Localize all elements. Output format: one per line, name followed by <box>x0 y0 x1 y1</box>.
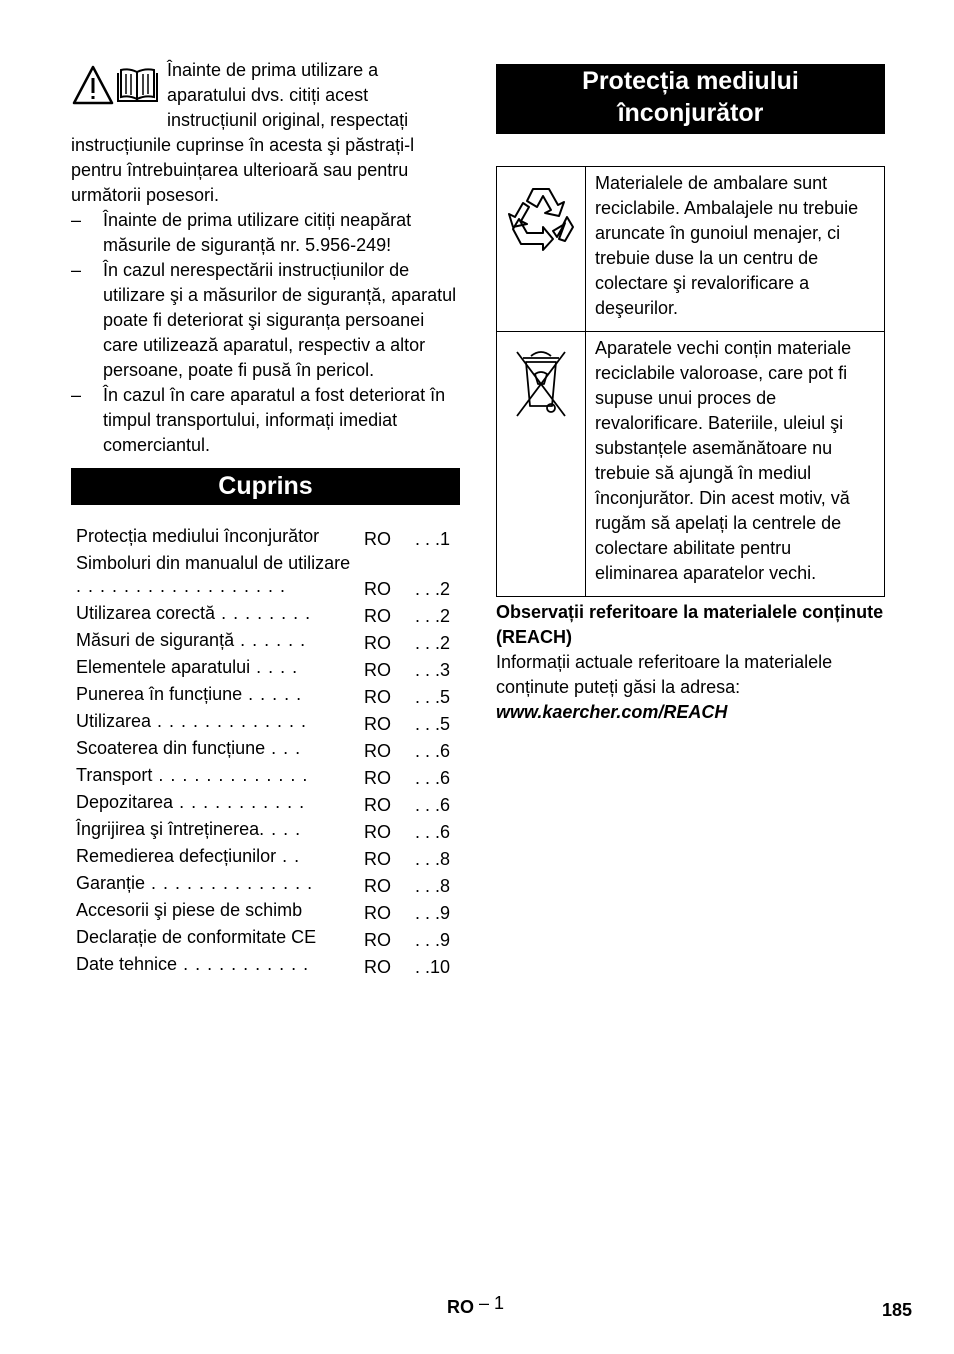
environment-row <box>497 332 885 597</box>
toc-title: Garanție <box>76 873 146 893</box>
toc-dots: . . . <box>265 738 302 758</box>
bullet-item <box>71 258 460 383</box>
toc-page: . . .8 <box>414 876 450 896</box>
intro-paragraph <box>71 58 460 208</box>
reach-heading: Observații referitoare la materialele conținute (REACH) <box>496 602 884 647</box>
toc-title: Protecția mediului înconjurător <box>76 526 320 546</box>
footer-dash: – <box>479 1293 490 1313</box>
toc-dots: . . . . . . . . . . . <box>173 792 306 812</box>
environment-heading-line2: înconjurător <box>617 99 764 127</box>
bullet-dash: – <box>71 385 82 405</box>
environment-text: Aparatele vechi conțin materiale reciclabile valoroase, care pot fi supuse unui proces de revalorificare. Bateriile, uleiul şi substanțele asemănătoare nu trebuie să ajungă în mediul înconjurător. Din acest motiv, vă rugăm să apelați la centrele de colectare abilitate pentru eliminarea aparatelor vechi. <box>586 332 885 597</box>
footer-lang: RO <box>447 1297 474 1317</box>
recycle-icon <box>503 179 579 255</box>
environment-heading-line1: Protecția mediului <box>582 67 799 95</box>
toc-lang: RO <box>364 714 391 734</box>
toc-dots: . . . . . <box>242 684 303 704</box>
toc-row[interactable] <box>71 816 460 843</box>
toc-page: . . .2 <box>414 579 450 599</box>
footer-section-label <box>447 1293 505 1318</box>
environment-table <box>496 166 885 597</box>
toc-page: . . .6 <box>414 822 450 842</box>
toc-page: . . .2 <box>414 633 450 653</box>
toc-title: Transport <box>76 765 153 785</box>
reach-url[interactable]: www.kaercher.com/REACH <box>496 702 728 722</box>
toc-page: . .10 <box>414 957 450 977</box>
page-number: 185 <box>881 1300 912 1320</box>
toc-row[interactable] <box>71 870 460 897</box>
toc-row[interactable] <box>71 735 460 762</box>
toc-page: . . .1 <box>414 529 450 549</box>
environment-text: Materialele de ambalare sunt reciclabile. Ambalajele nu trebuie aruncate în gunoiul menajer, ci trebuie duse la un centru de colectare şi revalorificare a deşeurilor. <box>586 167 885 332</box>
toc-lang: RO <box>364 529 391 549</box>
toc-lang: RO <box>364 660 391 680</box>
bullet-text: În cazul nerespectării instrucțiunilor de utilizare şi a măsurilor de siguranță, aparatul poate fi deteriorat şi siguranța persoanei care utilizează aparatul, respectiv a altor persoane, poate fi pusă în pericol. <box>103 260 457 380</box>
toc-dots: . . . . . . <box>234 630 307 650</box>
toc-lang: RO <box>364 687 391 707</box>
warning-triangle-icon <box>74 67 112 103</box>
toc-page: . . .9 <box>414 930 450 950</box>
toc-lang: RO <box>364 876 391 896</box>
table-of-contents <box>71 523 460 978</box>
toc-lang: RO <box>364 579 391 599</box>
toc-row[interactable] <box>71 789 460 816</box>
toc-lang: RO <box>364 930 391 950</box>
toc-title: Declarație de conformitate CE <box>76 927 317 947</box>
toc-lang: RO <box>364 822 391 842</box>
toc-title: Îngrijirea şi întreținerea <box>76 819 260 839</box>
bullet-item <box>71 208 460 258</box>
toc-title: Punerea în funcțiune <box>76 684 243 704</box>
left-column <box>71 58 460 978</box>
toc-lang: RO <box>364 741 391 761</box>
toc-page: . . .6 <box>414 768 450 788</box>
toc-lang: RO <box>364 903 391 923</box>
toc-title: Utilizarea <box>76 711 152 731</box>
toc-row[interactable] <box>71 600 460 627</box>
toc-row[interactable] <box>71 762 460 789</box>
toc-title: Simboluri din manualul de utilizare <box>76 553 351 573</box>
crossed-bin-icon <box>511 344 571 424</box>
intro-icons <box>71 64 159 110</box>
toc-lang: RO <box>364 795 391 815</box>
toc-lang: RO <box>364 768 391 788</box>
toc-title: Remedierea defecțiunilor <box>76 846 277 866</box>
toc-row[interactable] <box>71 550 460 600</box>
reach-text: Informații actuale referitoare la materialele conținute puteți găsi la adresa: <box>496 652 833 697</box>
bullet-dash: – <box>71 260 82 280</box>
toc-dots: . . . . . . . . . . . <box>177 954 310 974</box>
intro-text: Înainte de prima utilizare a aparatului dvs. citiți acest instrucțiunil original, respectați instrucțiunile cuprinse în acesta şi păstrați-l pentru întrebuințarea ulterioară sau pentru următorii posesori. <box>71 60 415 205</box>
toc-page: . . .8 <box>414 849 450 869</box>
toc-page: . . .5 <box>414 687 450 707</box>
toc-lang: RO <box>364 606 391 626</box>
toc-row[interactable] <box>71 523 460 550</box>
toc-dots: . . . . <box>259 819 302 839</box>
environment-row <box>497 167 885 332</box>
toc-dots: . . <box>276 846 301 866</box>
toc-dots: . . . . . . . . . . . . . <box>152 765 309 785</box>
environment-icon-cell <box>497 332 586 597</box>
right-column <box>496 64 885 725</box>
footer-section-page: 1 <box>494 1293 505 1313</box>
toc-heading: Cuprins <box>71 468 460 505</box>
toc-title: Depozitarea <box>76 792 174 812</box>
toc-dots: . . . . . . . . . . . . . . . . . . <box>76 576 287 596</box>
toc-row[interactable] <box>71 897 460 924</box>
toc-title: Elementele aparatului <box>76 657 251 677</box>
toc-row[interactable] <box>71 951 460 978</box>
toc-row[interactable] <box>71 681 460 708</box>
toc-lang: RO <box>364 849 391 869</box>
toc-title: Date tehnice <box>76 954 178 974</box>
toc-dots: . . . . <box>250 657 299 677</box>
toc-page: . . .6 <box>414 795 450 815</box>
environment-heading <box>496 64 885 134</box>
toc-title: Măsuri de siguranță <box>76 630 235 650</box>
toc-row[interactable] <box>71 708 460 735</box>
bullet-item <box>71 383 460 458</box>
toc-row[interactable] <box>71 924 460 951</box>
bullet-text: Înainte de prima utilizare citiți neapărat măsurile de siguranță nr. 5.956-249! <box>103 210 412 255</box>
toc-page: . . .6 <box>414 741 450 761</box>
environment-icon-cell <box>497 167 586 332</box>
toc-title: Scoaterea din funcțiune <box>76 738 266 758</box>
toc-title: Utilizarea corectă <box>76 603 216 623</box>
toc-page: . . .9 <box>414 903 450 923</box>
toc-page: . . .5 <box>414 714 450 734</box>
toc-page: . . .3 <box>414 660 450 680</box>
toc-lang: RO <box>364 633 391 653</box>
toc-row[interactable] <box>71 843 460 870</box>
toc-lang: RO <box>364 957 391 977</box>
manual-book-icon <box>118 69 157 101</box>
toc-row[interactable] <box>71 627 460 654</box>
bullet-text: În cazul în care aparatul a fost deteriorat în timpul transportului, informați imediat comerciantul. <box>103 385 446 455</box>
toc-page: . . .2 <box>414 606 450 626</box>
toc-dots: . . . . . . . . . . . . . <box>151 711 308 731</box>
toc-dots: . . . . . . . . <box>215 603 312 623</box>
toc-dots: . . . . . . . . . . . . . . <box>145 873 314 893</box>
bullet-dash: – <box>71 210 82 230</box>
toc-title: Accesorii şi piese de schimb <box>76 900 303 920</box>
toc-row[interactable] <box>71 654 460 681</box>
